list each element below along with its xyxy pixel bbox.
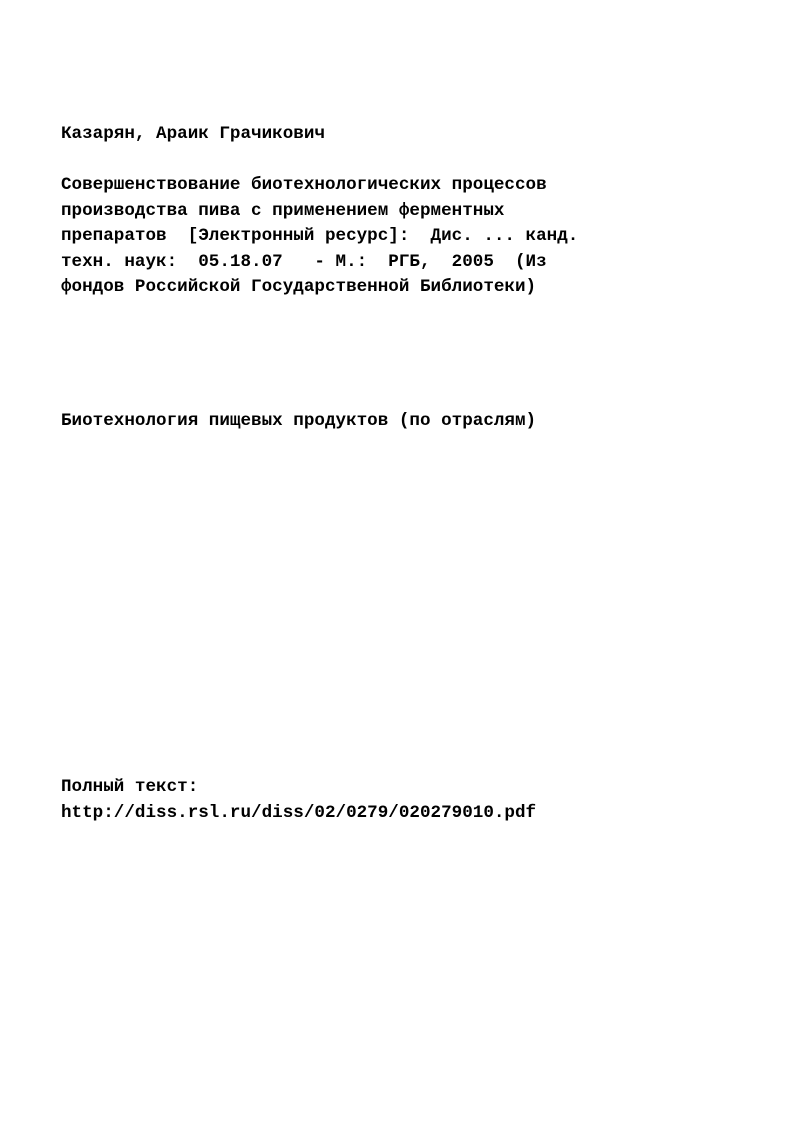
fulltext-link[interactable]: http://diss.rsl.ru/diss/02/0279/020279010.pdf	[61, 803, 537, 823]
title-line: препаратов [Электронный ресурс]: Дис. ... канд.	[61, 226, 579, 246]
fulltext-label: Полный текст:	[61, 777, 199, 797]
dissertation-title	[61, 173, 578, 301]
title-line: фондов Российской Государственной Библиотеки)	[61, 277, 537, 297]
title-line: техн. наук: 05.18.07 - М.: РГБ, 2005 (Из	[61, 251, 547, 272]
author-name: Казарян, Араик Грачикович	[61, 124, 325, 144]
specialty: Биотехнология пищевых продуктов (по отраслям)	[61, 411, 537, 431]
title-line: производства пива с применением ферментных	[61, 200, 505, 221]
title-line: Совершенствование биотехнологических процессов	[61, 175, 547, 195]
